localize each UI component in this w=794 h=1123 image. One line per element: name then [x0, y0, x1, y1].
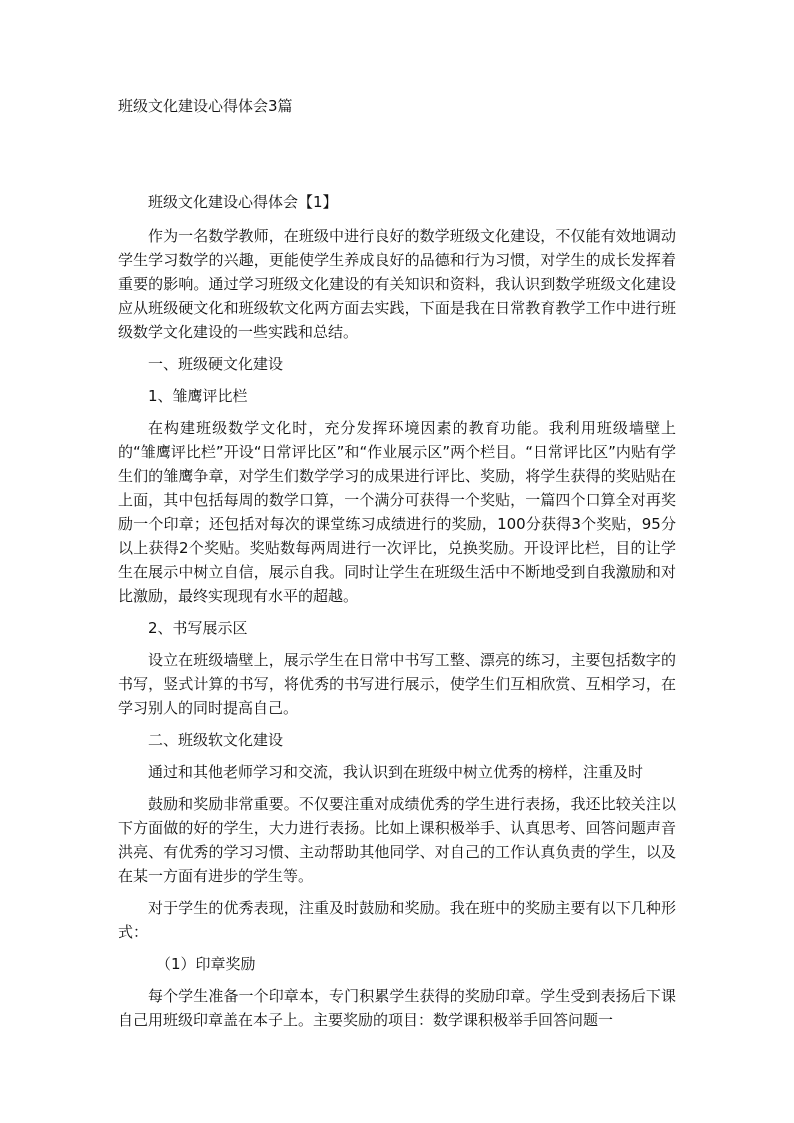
- paragraph-eagle-board: 在构建班级数学文化时，充分发挥环境因素的教育功能。我利用班级墙壁上的“雏鹰评比栏”开设“日常评比区”和“作业展示区”两个栏目。“日常评比区”内贴有学生们的雏鹰争章，对学生们数学学习的成果进行评比、奖励，将学生获得的奖贴贴在上面，其中包括每周的数学口算，一个满分可获得一个奖贴，一篇四个口算全对再奖励一个印章；还包括对每次的课堂练习成绩进行的奖励，100分获得3个奖贴，95分以上获得2个奖贴。奖贴数每两周进行一次评比，兑换奖励。开设评比栏，目的让学生在展示中树立自信，展示自我。同时让学生在班级生活中不断地受到自我激励和对比激励，最终实现现有水平的超越。: [118, 419, 676, 605]
- paragraph-soft-culture-1: 通过和其他老师学习和交流，我认识到在班级中树立优秀的榜样，注重及时: [148, 763, 644, 781]
- document-title: 班级文化建设心得体会3篇: [118, 97, 293, 115]
- paragraph-rewards-intro: 对于学生的优秀表现，注重及时鼓励和奖励。我在班中的奖励主要有以下几种形式：: [118, 899, 676, 941]
- subheading-stamp-reward: （1）印章奖励: [156, 955, 256, 973]
- heading-soft-culture: 二、班级软文化建设: [148, 731, 284, 749]
- section-title: 班级文化建设心得体会【1】: [148, 193, 338, 211]
- paragraph-stamp-reward: 每个学生准备一个印章本，专门积累学生获得的奖励印章。学生受到表扬后下课自己用班级印章盖在本子上。主要奖励的项目：数学课积极举手回答问题一: [118, 987, 676, 1029]
- paragraph-writing-display: 设立在班级墙壁上，展示学生在日常中书写工整、漂亮的练习，主要包括数字的书写，竖式计算的书写，将优秀的书写进行展示，使学生们互相欣赏、互相学习，在学习别人的同时提高自己。: [118, 651, 676, 717]
- subheading-writing-display: 2、书写展示区: [148, 619, 248, 637]
- heading-hard-culture: 一、班级硬文化建设: [148, 355, 284, 373]
- subheading-eagle-board: 1、雏鹰评比栏: [148, 387, 248, 405]
- paragraph-soft-culture-2: 鼓励和奖励非常重要。不仅要注重对成绩优秀的学生进行表扬，我还比较关注以下方面做的好的学生，大力进行表扬。比如上课积极举手、认真思考、回答问题声音洪亮、有优秀的学习习惯、主动帮助其他同学、对自己的工作认真负责的学生，以及在某一方面有进步的学生等。: [118, 795, 676, 885]
- paragraph-intro: 作为一名数学教师，在班级中进行良好的数学班级文化建设，不仅能有效地调动学生学习数学的兴趣，更能使学生养成良好的品德和行为习惯，对学生的成长发挥着重要的影响。通过学习班级文化建设的有关知识和资料，我认识到数学班级文化建设应从班级硬文化和班级软文化两方面去实践，下面是我在日常教育教学工作中进行班级数学文化建设的一些实践和总结。: [118, 227, 676, 341]
- document-body: [118, 190, 676, 1040]
